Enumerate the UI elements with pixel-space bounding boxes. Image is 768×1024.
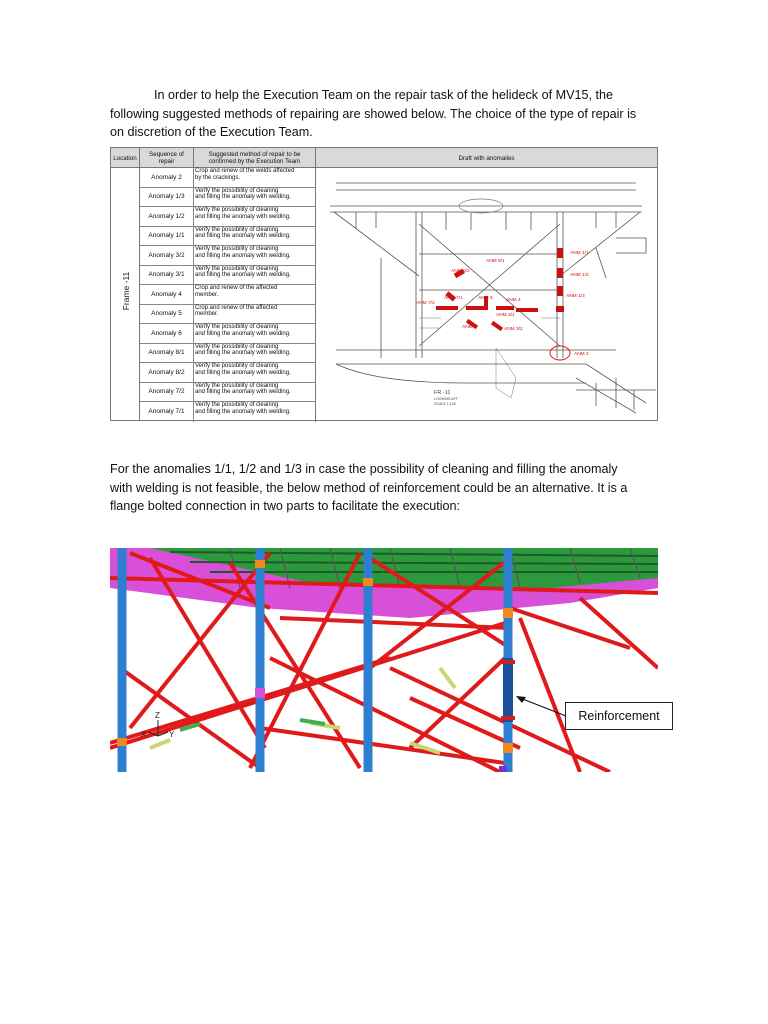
- method-line: and filling the anomaly with welding.: [195, 330, 291, 337]
- frame-drawing-svg: [316, 168, 658, 421]
- anm-label: ANM 1/1: [570, 251, 589, 256]
- method-cell: [194, 324, 316, 343]
- frame-scale: SCALE 1:100: [434, 402, 456, 406]
- axis-y-label: Y: [169, 730, 175, 739]
- sequence-cell: Anomaly 7/1: [140, 402, 194, 422]
- table-row: [140, 383, 316, 403]
- anm-label: ANM 7/1: [444, 296, 463, 301]
- table-row: [140, 344, 316, 364]
- anm-label: ANM 8/2: [451, 269, 470, 274]
- sequence-cell: Anomaly 4: [140, 285, 194, 304]
- sequence-cell: Anomaly 3/1: [140, 266, 194, 285]
- callout-arrow-icon: [514, 694, 568, 720]
- table-row: [140, 285, 316, 305]
- method-cell: [194, 246, 316, 265]
- header-sequence: Sequence of repair: [140, 148, 194, 168]
- intro-line: on discretion of the Execution Team.: [110, 125, 313, 139]
- method-line: Verify the possibility of cleaning: [195, 402, 279, 408]
- method-line: Verify the possibility of cleaning: [195, 363, 279, 369]
- method-line: Verify the possibility of cleaning: [195, 265, 279, 272]
- anm-label: ANM 6: [462, 325, 477, 330]
- anm-label: ANM 1/2: [570, 273, 589, 278]
- table-row: [140, 266, 316, 286]
- structure-3d-svg: [110, 548, 658, 772]
- method-line: and filling the anomaly with welding.: [195, 213, 291, 220]
- method-line: and filling the anomaly with welding.: [195, 194, 291, 201]
- table-row: [140, 227, 316, 247]
- method-line: Crop and renew of the affected: [195, 304, 278, 311]
- method-line: member.: [195, 311, 219, 318]
- intro-paragraph: [110, 86, 662, 142]
- axis-x-label: X: [141, 730, 147, 739]
- intro-line: In order to help the Execution Team on the repair task of the helideck of MV15, the: [154, 88, 614, 102]
- table-row: [140, 324, 316, 344]
- method-line: and filling the anomaly with welding.: [195, 252, 291, 259]
- method-line: by the crackings.: [195, 174, 241, 181]
- method-line: and filling the anomaly with welding.: [195, 369, 291, 376]
- method-line: Verify the possibility of cleaning: [195, 246, 279, 252]
- table-row: [140, 305, 316, 325]
- axis-z-label: Z: [155, 711, 160, 720]
- table-row: [140, 207, 316, 227]
- header-draft: Draft with anomalies: [458, 154, 515, 162]
- method-line: Verify the possibility of cleaning: [195, 226, 279, 233]
- method-cell: [194, 266, 316, 285]
- method-cell: [194, 305, 316, 324]
- method-line: Crop and renew of the welds affected: [195, 168, 295, 174]
- method-line: Verify the possibility of cleaning: [195, 324, 279, 330]
- table-row: [140, 402, 316, 422]
- method-cell: [194, 402, 316, 422]
- anm-label: ANM 2: [574, 352, 589, 357]
- header-location: Location: [111, 148, 140, 168]
- method-line: Verify the possibility of cleaning: [195, 343, 279, 350]
- location-label: Frame -11: [121, 271, 131, 311]
- intro-line: following suggested methods of repairing are showed below. The choice of the type of repair is: [110, 106, 637, 121]
- anm-label: ANM 3/2: [504, 327, 523, 332]
- method-line: Crop and renew of the affected: [195, 285, 278, 291]
- location-cell: [111, 168, 140, 421]
- paragraph-line: with welding is not feasible, the below method of reinforcement could be an alternative. It is a: [110, 480, 628, 495]
- frame-title: FR -11: [434, 390, 451, 396]
- table-rows: [140, 168, 316, 422]
- anm-label: ANM 3/1: [496, 313, 515, 318]
- method-cell: [194, 383, 316, 402]
- anm-label: ANM 8/1: [486, 259, 505, 264]
- sequence-cell: Anomaly 1/3: [140, 188, 194, 207]
- method-cell: [194, 168, 316, 187]
- sequence-cell: Anomaly 3/2: [140, 246, 194, 265]
- sequence-cell: Anomaly 1/1: [140, 227, 194, 246]
- reinforcement-callout: Reinforcement: [565, 702, 673, 730]
- sequence-cell: Anomaly 8/2: [140, 363, 194, 382]
- repair-table: [110, 147, 658, 421]
- anm-label: ANM 1/3: [566, 294, 585, 299]
- reinforcement-paragraph: [110, 460, 662, 516]
- paragraph-line: For the anomalies 1/1, 1/2 and 1/3 in case the possibility of cleaning and filling the anomaly: [110, 462, 618, 476]
- method-line: and filling the anomaly with welding.: [195, 408, 291, 415]
- table-row: [140, 246, 316, 266]
- anomaly-draft-drawing: [316, 168, 658, 421]
- method-cell: [194, 285, 316, 304]
- method-line: Verify the possibility of cleaning: [195, 207, 279, 213]
- method-cell: [194, 207, 316, 226]
- structure-3d-model: [110, 548, 658, 772]
- method-line: and filling the anomaly with welding.: [195, 389, 291, 396]
- method-cell: [194, 363, 316, 382]
- sequence-cell: Anomaly 5: [140, 305, 194, 324]
- sequence-cell: Anomaly 2: [140, 168, 194, 187]
- sequence-cell: Anomaly 8/1: [140, 344, 194, 363]
- method-line: and filling the anomaly with welding.: [195, 233, 291, 240]
- method-line: and filling the anomaly with welding.: [195, 272, 291, 279]
- sequence-cell: Anomaly 1/2: [140, 207, 194, 226]
- method-line: member.: [195, 291, 219, 298]
- method-line: and filling the anomaly with welding.: [195, 350, 291, 357]
- method-cell: [194, 227, 316, 246]
- table-row: [140, 363, 316, 383]
- table-row: [140, 168, 316, 188]
- header-method: Suggested method of repair to be confirmed by the Execution Team: [194, 148, 316, 168]
- method-cell: [194, 344, 316, 363]
- method-line: Verify the possibility of cleaning: [195, 382, 279, 389]
- frame-subtitle: LOOKING AFT: [434, 397, 458, 401]
- anm-label: ANM 4: [506, 298, 521, 303]
- anm-label: ANM 5: [478, 296, 493, 301]
- table-header: [111, 148, 657, 168]
- anm-label: ANM 7/2: [416, 301, 435, 306]
- table-row: [140, 188, 316, 208]
- method-line: Verify the possibility of cleaning: [195, 187, 279, 194]
- sequence-cell: Anomaly 7/2: [140, 383, 194, 402]
- paragraph-line: flange bolted connection in two parts to facilitate the execution:: [110, 499, 461, 513]
- sequence-cell: Anomaly 6: [140, 324, 194, 343]
- method-cell: [194, 188, 316, 207]
